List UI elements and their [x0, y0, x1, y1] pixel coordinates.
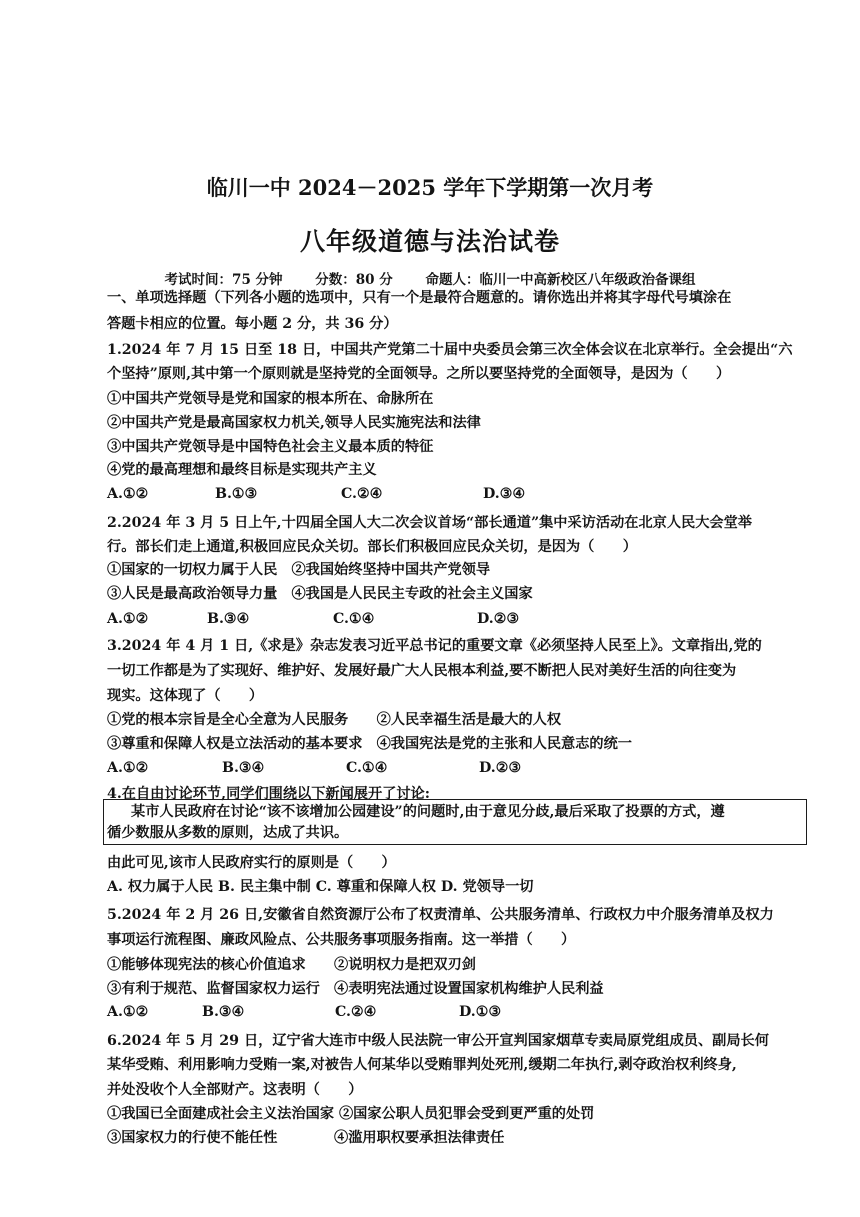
q3-option-b: B.③④ [222, 760, 265, 776]
q6-statements-1: ①我国已全面建成社会主义法治国家 ②国家公职人员犯罪会受到更严重的处罚 [107, 1106, 595, 1122]
q1-statement-1: ①中国共产党领导是党和国家的根本所在、命脉所在 [107, 391, 434, 407]
q3-options [107, 758, 667, 778]
q3-stem-line1: 3.2024 年 4 月 1 日,《求是》杂志发表习近平总书记的重要文章《必须坚持人民至上》。文章指出,党的 [107, 638, 762, 654]
q2-statements-1: ①国家的一切权力属于人民 ②我国始终坚持中国共产党领导 [107, 562, 491, 578]
q2-options [107, 609, 667, 629]
q6-stem-line3: 并处没收个人全部财产。这表明（ ） [107, 1082, 363, 1098]
q2-stem-line1: 2.2024 年 3 月 5 日上午,十四届全国人大二次会议首场“部长通道”集中采访活动在北京人民大会堂举 [107, 515, 752, 531]
q5-stem-line1: 5.2024 年 2 月 26 日,安徽省自然资源厅公布了权责清单、公共服务清单、行政权力中介服务清单及权力 [107, 907, 774, 923]
q6-stem-line2: 某华受贿、利用影响力受贿一案,对被告人何某华以受贿罪判处死刑,缓期二年执行,剥夺政治权利终身, [107, 1057, 737, 1073]
exam-score: 分数：80 分 [315, 272, 393, 288]
section-instructions-line1: 一、单项选择题（下列各小题的选项中，只有一个是最符合题意的。请你选出并将其字母代号填涂在 [107, 290, 732, 306]
q1-statement-4: ④党的最高理想和最终目标是实现共产主义 [107, 462, 377, 478]
section-instructions-line2: 答题卡相应的位置。每小题 2 分，共 36 分） [107, 316, 398, 332]
q1-option-d: D.③④ [483, 486, 526, 502]
q1-options [107, 484, 667, 504]
q1-option-a: A.①② [107, 486, 149, 502]
q1-stem-line2: 个坚持”原则,其中第一个原则就是坚持党的全面领导。之所以要坚持党的全面领导，是因为（ ） [107, 366, 731, 382]
q1-statement-2: ②中国共产党是最高国家权力机关,领导人民实施宪法和法律 [107, 415, 481, 431]
q1-stem-line1: 1.2024 年 7 月 15 日至 18 日，中国共产党第二十届中央委员会第三次全体会议在北京举行。全会提出“六 [107, 342, 793, 358]
q3-stem-line2: 一切工作都是为了实现好、维护好、发展好最广大人民根本利益,要不断把人民对美好生活的向往变为 [107, 663, 737, 679]
q2-option-d: D.②③ [477, 611, 520, 627]
exam-subtitle: 八年级道德与法治试卷 [299, 227, 560, 256]
q5-option-b: B.③④ [202, 1004, 245, 1020]
q2-option-c: C.①④ [333, 611, 375, 627]
q1-option-c: C.②④ [341, 486, 383, 502]
q2-option-a: A.①② [107, 611, 149, 627]
q4-stem-line1: 4.在自由讨论环节,同学们围绕以下新闻展开了讨论: [107, 786, 430, 802]
q5-option-d: D.①③ [459, 1004, 502, 1020]
q3-statements-2: ③尊重和保障人权是立法活动的基本要求 ④我国宪法是党的主张和人民意志的统一 [107, 736, 632, 752]
q5-stem-line2: 事项运行流程图、廉政风险点、公共服务事项服务指南。这一举措（ ） [107, 932, 576, 948]
q4-news-line1: 某市人民政府在讨论“该不该增加公园建设”的问题时,由于意见分歧,最后采取了投票的方式，遵 [131, 804, 725, 820]
q5-option-c: C.②④ [335, 1004, 377, 1020]
q3-statements-1: ①党的根本宗旨是全心全意为人民服务 ②人民幸福生活是最大的人权 [107, 712, 562, 728]
q2-stem-line2: 行。部长们走上通道,积极回应民众关切。部长们积极回应民众关切，是因为（ ） [107, 539, 637, 555]
q5-option-a: A.①② [107, 1004, 149, 1020]
q3-option-c: C.①④ [346, 760, 388, 776]
q3-option-a: A.①② [107, 760, 149, 776]
q2-option-b: B.③④ [207, 611, 250, 627]
q4-stem-line2: 由此可见,该市人民政府实行的原则是（ ） [107, 855, 396, 871]
exam-time: 考试时间：75 分钟 [164, 272, 283, 288]
q2-statements-2: ③人民是最高政治领导力量 ④我国是人民民主专政的社会主义国家 [107, 586, 533, 602]
q4-news-line2: 循少数服从多数的原则，达成了共识。 [107, 825, 349, 841]
q6-stem-line1: 6.2024 年 5 月 29 日，辽宁省大连市中级人民法院一审公开宣判国家烟草专卖局原党组成员、副局长何 [107, 1033, 769, 1049]
q5-options [107, 1002, 667, 1022]
q3-stem-line3: 现实。这体现了（ ） [107, 688, 264, 704]
q1-option-b: B.①③ [215, 486, 258, 502]
q5-statements-1: ①能够体现宪法的核心价值追求 ②说明权力是把双刃剑 [107, 957, 476, 973]
q5-statements-2: ③有利于规范、监督国家权力运行 ④表明宪法通过设置国家机构维护人民利益 [107, 981, 604, 997]
q1-statement-3: ③中国共产党领导是中国特色社会主义最本质的特征 [107, 439, 434, 455]
q3-option-d: D.②③ [479, 760, 522, 776]
exam-meta [0, 268, 860, 288]
exam-title: 临川一中 2024－2025 学年下学期第一次月考 [206, 175, 654, 200]
exam-author: 命题人：临川一中高新校区八年级政治备课组 [425, 272, 696, 288]
q6-statements-2: ③国家权力的行使不能任性 ④滥用职权要承担法律责任 [107, 1130, 505, 1146]
q4-options: A. 权力属于人民 B. 民主集中制 C. 尊重和保障人权 D. 党领导一切 [107, 879, 534, 895]
